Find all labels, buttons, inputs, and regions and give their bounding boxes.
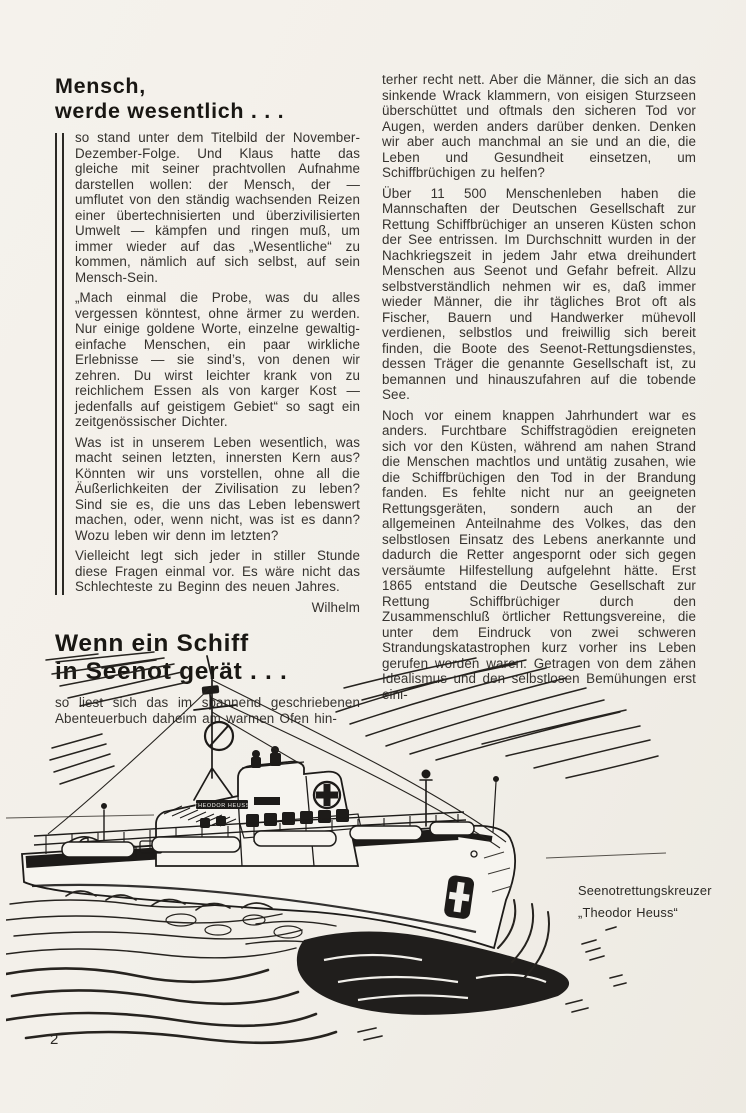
cross-emblem-icon bbox=[314, 782, 340, 808]
author-signature: Wilhelm bbox=[311, 599, 360, 615]
paragraph: Vielleicht legt sich jeder in stiller Stunde diese Fragen einmal vor. Es wäre nicht das Schlechteste zu Beginn des neuen Jahres. bbox=[75, 548, 360, 594]
caption-line: „Theodor Heuss“ bbox=[578, 905, 679, 920]
left-column bbox=[55, 74, 360, 731]
caption-line: Seenotrettungskreuzer bbox=[578, 883, 712, 898]
article-mensch-title bbox=[55, 74, 360, 124]
title-line: werde wesentlich . . . bbox=[55, 99, 285, 123]
paragraph: Was ist in unserem Leben wesentlich, was macht seinen letzten, innersten Kern aus? Könnten wir uns vorstellen, ohne all die Äußerlichkeiten der Zivilisation zu leben? Sind sie es, die uns das Leben lebenswert machen, oder, wenn nicht, was ist es dann? Wozu leben wir denn im letzten? bbox=[75, 434, 360, 543]
article-mensch-body bbox=[55, 130, 360, 615]
rescue-cruiser-illustration bbox=[6, 648, 668, 1050]
right-column bbox=[382, 72, 696, 707]
illustration-caption bbox=[578, 880, 712, 924]
paragraph: Über 11 500 Menschenleben haben die Mannschaften der Deutschen Gesellschaft zur Rettung Schiffbrüchiger an unseren Küsten schon der See entrissen. Im Durchschnitt wurden in der Nachkriegszeit in jedem Jahr etwa dreihundert Menschen aus Seenot und Gefahr befreit. Allzu selbstverständlich nehmen wir es, daß immer wieder Männer, die ihr tägliches Brot oft als Fischer, Bauern und Handwerker mühevoll verdienen, selbstlos und freiwillig sich bereit finden, die Boote des Seenot-Rettungsdienstes, dessen Träger die genannte Gesellschaft ist, zu bemannen und hinauszufahren auf die tobende See. bbox=[382, 185, 696, 402]
name-plate bbox=[194, 800, 250, 809]
title-line: in Seenot gerät . . . bbox=[55, 658, 288, 685]
paragraph: terher recht nett. Aber die Männer, die sich an das sinkende Wrack klammern, von eisigen Sturzseen überschüttet und oftmals den sicheren Tod vor Augen, werden anders darüber denken. Denken wir aber auch manchmal an sie und an die, die Leben und Gesundheit einsetzen, um Schiffbrüchigen zu helfen? bbox=[382, 72, 696, 180]
paragraph: „Mach einmal die Probe, was du alles vergessen könntest, ohne ärmer zu werden. Nur einige goldene Worte, einzelne gewaltig-einfache Menschen, ein paar wirkliche Erlebnisse — sie sind’s, von denen wir zehren. Du wirst leichter krank von zu reichlichem Essen als von karger Kost — jedenfalls auf geistigem Gebiet“ so sagt ein zeitgenössischer Dichter. bbox=[75, 290, 360, 429]
mast bbox=[194, 656, 236, 800]
title-line: Mensch, bbox=[55, 74, 146, 98]
sea-waves bbox=[6, 900, 336, 1043]
page-number: 2 bbox=[50, 1031, 59, 1048]
boat-drawing bbox=[6, 648, 668, 1050]
paragraph: so stand unter dem Titelbild der November-Dezember-Folge. Und Klaus hatte das gleiche mit seiner prachtvollen Aufnahme darstellen wollen: der Mensch, der — umflutet von den ständig wachsenden Reizen einer übertechnisierten und überzivilisierten Umwelt — kämpfen und ringen muß, um immer wieder auf das „Wesentliche“ zu kommen, nämlich auf sich selbst, auf sein Mensch-Sein. bbox=[75, 130, 360, 285]
svg-text:THEODOR HEUSS: THEODOR HEUSS bbox=[194, 803, 250, 809]
double-rule bbox=[55, 133, 64, 595]
paragraph: so liest sich das im spannend geschriebenen Abenteuerbuch daheim am warmen Ofen hin- bbox=[55, 695, 360, 726]
title-line: Wenn ein Schiff bbox=[55, 630, 249, 657]
paragraph: Noch vor einem knappen Jahrhundert war es anders. Furchtbare Schiffstragödien ereigneten sich vor den Küsten, während am nahen Strand die Menschen machtlos und untätig zusahen, wie die Schiffbrüchigen den Tod in der Brandung fanden. Es fehlte nicht nur an geeigneten Rettungsgeräten, sondern auch an der allgemeinen Anteilnahme des Volkes, das den selbstlosen Einsatz des Lebens anerkannte und dadurch die Retter angespornt oder sich gegen versäumte Hilfestellung aufgelehnt hätte. Erst 1865 entstand die Deutsche Gesellschaft zur Rettung Schiffbrüchiger durch den Zusammenschluß örtlicher Rettungsvereine, die unter dem Eindruck von zwei schweren Strandungskatastrophen kurz vorher ins Leben gerufen worden waren. Getragen von dem zähen Idealismus und den selbstlosen Bemühungen erst eini- bbox=[382, 407, 696, 702]
